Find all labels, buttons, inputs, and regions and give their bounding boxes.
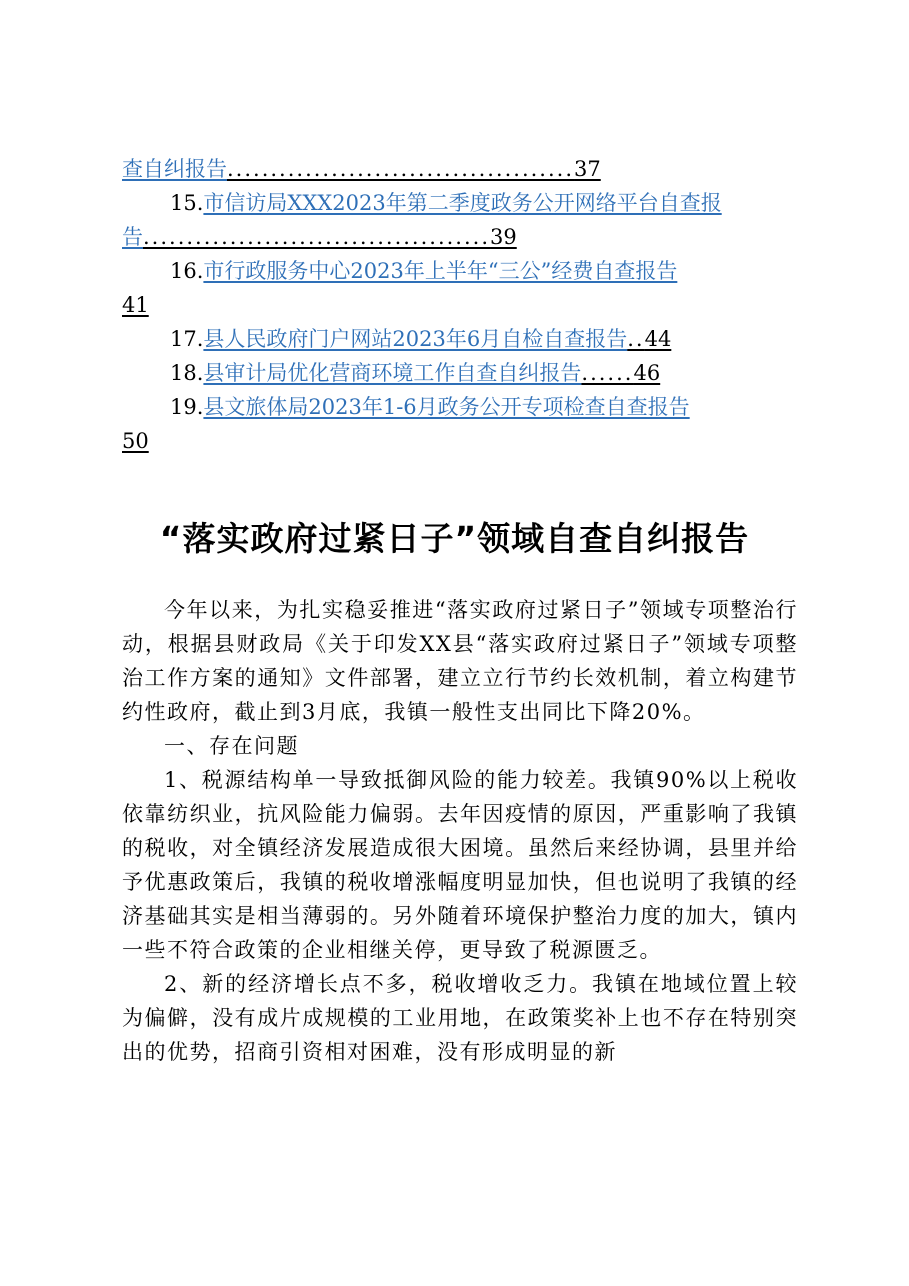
- document-body: [122, 593, 798, 1069]
- document-title: “落实政府过紧日子”领域自查自纠报告: [159, 519, 750, 559]
- body-paragraph: 1、税源结构单一导致抵御风险的能力较差。我镇90%以上税收依靠纺织业，抗风险能力偏弱。去年因疫情的原因，严重影响了我镇的税收，对全镇经济发展造成很大困境。虽然后来经协调，县里并给予优惠政策后，我镇的税收增涨幅度明显加快，但也说明了我镇的经济基础其实是相当薄弱的。另外随着环境保护整治力度的加大，镇内一些不符合政策的企业相继关停，更导致了税源匮乏。: [122, 768, 798, 962]
- toc-entry-number: 18.: [170, 361, 204, 385]
- toc-entry[interactable]: [122, 356, 798, 390]
- toc-link[interactable]: 市行政服务中心2023年上半年“三公”经费自查报告: [203, 259, 678, 283]
- toc-entry-number: 15.: [170, 191, 204, 215]
- toc-link[interactable]: 县审计局优化营商环境工作自查自纠报告: [203, 361, 582, 385]
- toc-entry-continuation[interactable]: [122, 220, 798, 254]
- toc-leader-dots: ..: [627, 327, 645, 351]
- toc-link[interactable]: 告: [122, 225, 143, 249]
- toc-leader-dots: ........................................: [143, 225, 491, 249]
- toc-page-number: 41: [122, 293, 149, 317]
- section-heading: 一、存在问题: [164, 734, 299, 758]
- toc-page-number: 39: [490, 225, 517, 249]
- toc-link[interactable]: 查自纠报告: [122, 157, 227, 181]
- toc-entry[interactable]: [122, 322, 798, 356]
- toc-entry-continuation[interactable]: [122, 424, 798, 458]
- toc-entry[interactable]: [122, 186, 798, 220]
- toc-page-number: 37: [574, 157, 601, 181]
- toc-entry[interactable]: [122, 390, 798, 424]
- toc-page-number: 44: [644, 327, 672, 351]
- toc-entry-number: 17.: [170, 327, 204, 351]
- toc-link[interactable]: 市信访局XXX2023年第二季度政务公开网络平台自查报: [203, 191, 722, 215]
- toc-page-number: 50: [122, 429, 149, 453]
- toc-entry-number: 19.: [170, 395, 204, 419]
- table-of-contents: [122, 152, 798, 458]
- toc-leader-dots: ........................................: [227, 157, 575, 181]
- toc-entry-number: 16.: [170, 259, 204, 283]
- toc-link[interactable]: 县文旅体局2023年1-6月政务公开专项检查自查报告: [203, 395, 690, 419]
- toc-page-number: 46: [633, 361, 661, 385]
- toc-leader-dots: ......: [581, 361, 634, 385]
- toc-entry[interactable]: [122, 254, 798, 288]
- toc-entry[interactable]: [122, 152, 798, 186]
- toc-link[interactable]: 县人民政府门户网站2023年6月自检自查报告: [203, 327, 628, 351]
- body-paragraph: 2、新的经济增长点不多，税收增收乏力。我镇在地域位置上较为偏僻，没有成片成规模的工业用地，在政策奖补上也不存在特别突出的优势，招商引资相对困难，没有形成明显的新: [122, 972, 798, 1064]
- body-paragraph: 今年以来，为扎实稳妥推进“落实政府过紧日子”领域专项整治行动，根据县财政局《关于印发XX县“落实政府过紧日子”领域专项整治工作方案的通知》文件部署，建立立行节约长效机制，着立构建节约性政府，截止到3月底，我镇一般性支出同比下降20%。: [122, 598, 798, 724]
- toc-entry-continuation[interactable]: [122, 288, 798, 322]
